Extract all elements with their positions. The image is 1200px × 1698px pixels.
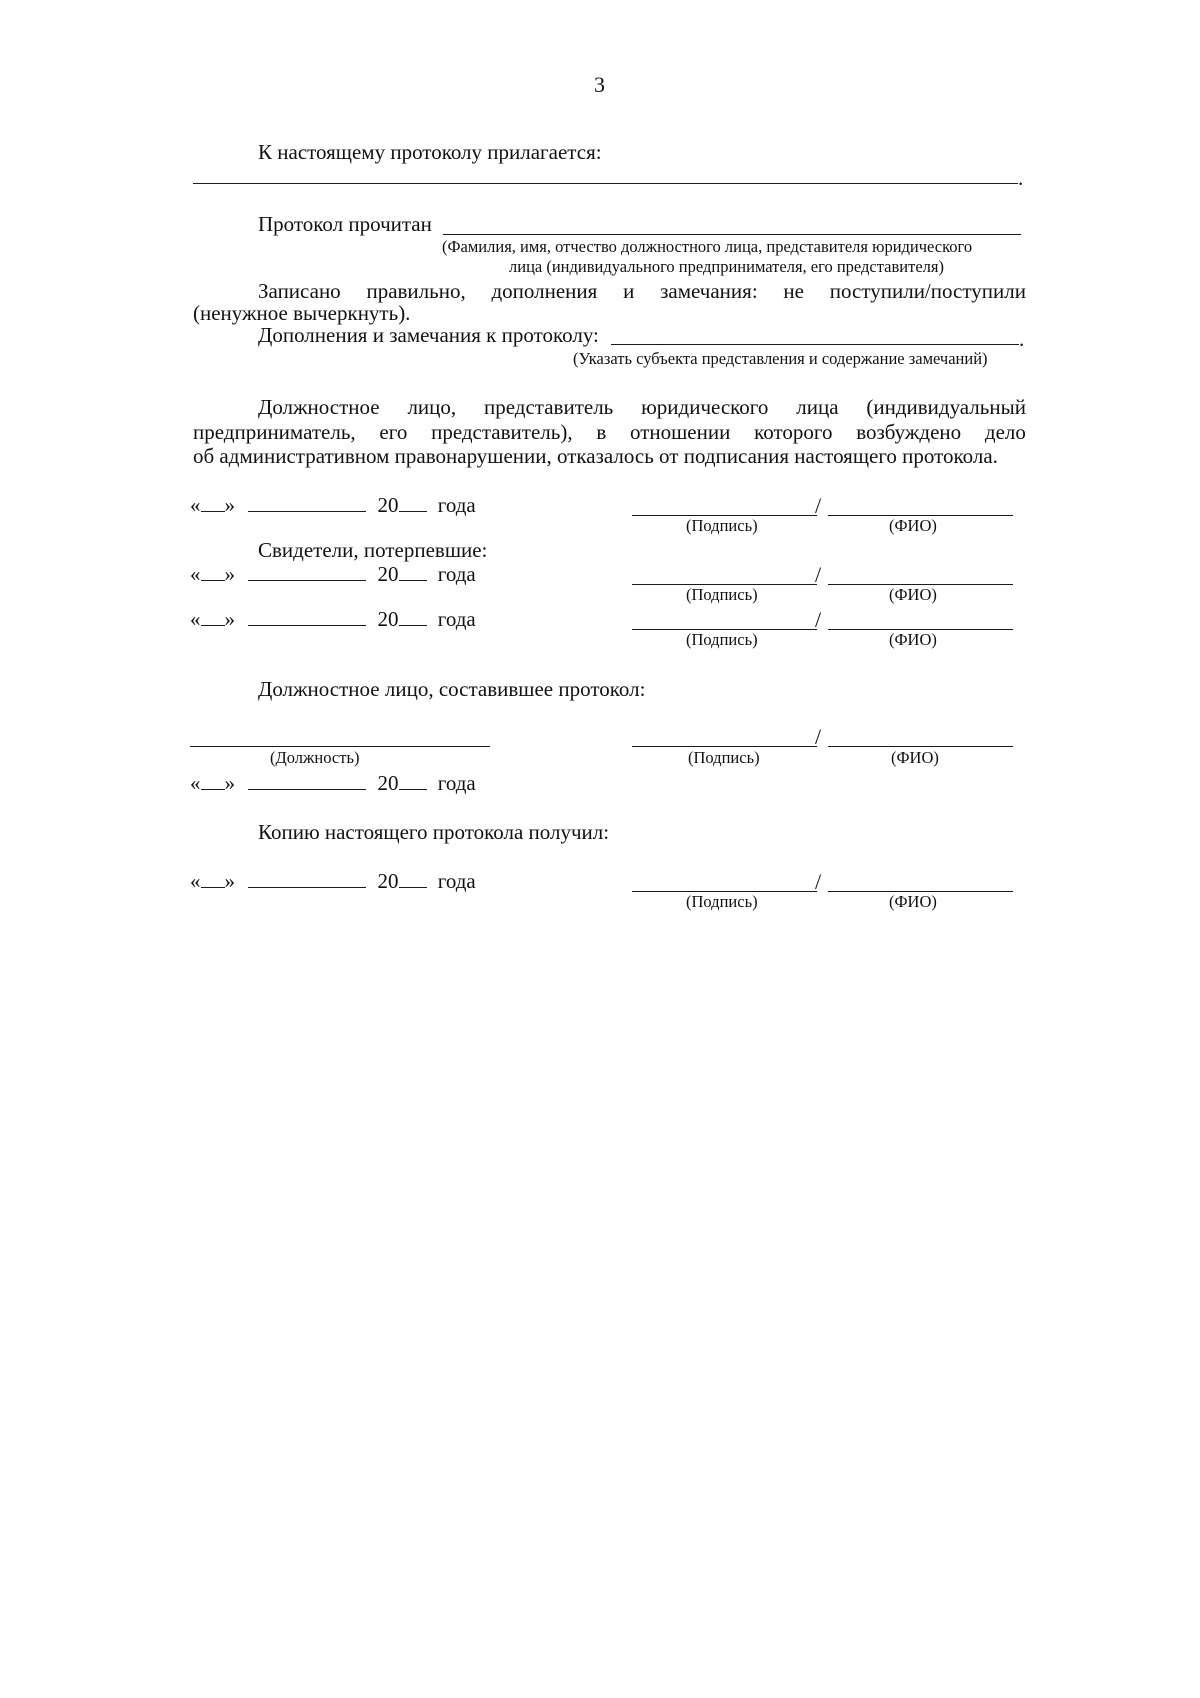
name-line <box>828 746 1013 747</box>
copy-received-label: Копию настоящего протокола получил: <box>258 820 610 844</box>
date-line-witness-2 <box>190 609 476 630</box>
recorded-word: и <box>623 279 635 303</box>
position-caption: (Должность) <box>270 748 360 767</box>
recorded-word: поступили/поступили <box>829 279 1026 303</box>
open-quote: « <box>190 869 201 893</box>
name-caption: (ФИО) <box>891 748 939 767</box>
day-blank <box>201 785 225 790</box>
recorded-word: не <box>783 279 804 303</box>
attachments-blank-line <box>193 183 1018 184</box>
month-blank <box>248 576 366 581</box>
position-line <box>190 746 490 747</box>
recorded-word: правильно, <box>366 279 466 303</box>
remarks-end-mark: . <box>1019 327 1025 351</box>
open-quote: « <box>190 607 201 631</box>
slash: / <box>815 869 822 894</box>
open-quote: « <box>190 493 201 517</box>
year-prefix: 20 <box>377 869 399 893</box>
signature-caption: (Подпись) <box>686 630 758 649</box>
refusal-word: которого <box>754 420 833 444</box>
recorded-word: замечания: <box>660 279 758 303</box>
year-word: года <box>437 607 476 631</box>
year-blank <box>399 883 427 888</box>
day-blank <box>201 883 225 888</box>
day-blank <box>201 576 225 581</box>
refusal-word: возбуждено <box>856 420 962 444</box>
protocol-read-blank-line <box>443 234 1021 235</box>
date-line-witness-1 <box>190 564 476 585</box>
close-quote: » <box>224 607 235 631</box>
month-blank <box>248 621 366 626</box>
refusal-word: (индивидуальный <box>866 395 1026 419</box>
close-quote: » <box>224 771 235 795</box>
close-quote: » <box>224 869 235 893</box>
signature-caption: (Подпись) <box>686 585 758 604</box>
month-blank <box>248 883 366 888</box>
remarks-caption: (Указать субъекта представления и содержание замечаний) <box>573 349 988 368</box>
attachments-end-mark: . <box>1018 166 1024 190</box>
protocol-read-label: Протокол прочитан <box>258 212 432 236</box>
year-blank <box>399 507 427 512</box>
month-blank <box>248 785 366 790</box>
refusal-word: Должностное <box>258 395 380 419</box>
name-caption: (ФИО) <box>889 585 937 604</box>
recorded-line-1 <box>258 281 1026 302</box>
name-caption: (ФИО) <box>889 516 937 535</box>
year-prefix: 20 <box>377 562 399 586</box>
year-word: года <box>437 562 476 586</box>
slash: / <box>815 493 822 518</box>
signature-caption: (Подпись) <box>686 516 758 535</box>
close-quote: » <box>224 493 235 517</box>
refusal-word: представитель), <box>431 420 573 444</box>
year-blank <box>399 576 427 581</box>
refusal-word: в <box>596 420 607 444</box>
protocol-read-caption-2: лица (индивидуального предпринимателя, его представителя) <box>509 257 944 276</box>
name-caption: (ФИО) <box>889 630 937 649</box>
date-line-official <box>190 773 476 794</box>
date-line-refusal <box>190 495 476 516</box>
slash: / <box>815 562 822 587</box>
refusal-word: его <box>379 420 408 444</box>
open-quote: « <box>190 771 201 795</box>
slash: / <box>815 607 822 632</box>
attachments-label: К настоящему протоколу прилагается: <box>258 140 602 164</box>
year-word: года <box>437 493 476 517</box>
year-blank <box>399 785 427 790</box>
year-prefix: 20 <box>377 493 399 517</box>
year-prefix: 20 <box>377 771 399 795</box>
refusal-line-2 <box>193 422 1026 443</box>
witnesses-label: Свидетели, потерпевшие: <box>258 538 488 562</box>
refusal-word: предприниматель, <box>193 420 356 444</box>
remarks-blank-line <box>611 344 1019 345</box>
year-word: года <box>437 771 476 795</box>
refusal-word: дело <box>984 420 1026 444</box>
signature-caption: (Подпись) <box>688 748 760 767</box>
official-label: Должностное лицо, составившее протокол: <box>258 677 646 701</box>
open-quote: « <box>190 562 201 586</box>
refusal-line-3: об административном правонарушении, отказалось от подписания настоящего протокола. <box>193 444 998 468</box>
year-word: года <box>437 869 476 893</box>
signature-line <box>632 746 817 747</box>
page-number: 3 <box>594 72 605 97</box>
refusal-word: представитель <box>484 395 614 419</box>
refusal-word: лицо, <box>407 395 457 419</box>
refusal-word: юридического <box>641 395 769 419</box>
remarks-label: Дополнения и замечания к протоколу: <box>258 323 599 347</box>
recorded-word: Записано <box>258 279 341 303</box>
signature-caption: (Подпись) <box>686 892 758 911</box>
recorded-line-2: (ненужное вычеркнуть). <box>193 301 411 325</box>
refusal-word: отношении <box>630 420 731 444</box>
name-caption: (ФИО) <box>889 892 937 911</box>
date-line-copy <box>190 871 476 892</box>
month-blank <box>248 507 366 512</box>
close-quote: » <box>224 562 235 586</box>
refusal-word: лица <box>796 395 839 419</box>
recorded-word: дополнения <box>491 279 598 303</box>
year-blank <box>399 621 427 626</box>
day-blank <box>201 621 225 626</box>
refusal-line-1 <box>258 397 1026 418</box>
protocol-read-caption-1: (Фамилия, имя, отчество должностного лица, представителя юридического <box>442 237 973 256</box>
year-prefix: 20 <box>377 607 399 631</box>
day-blank <box>201 507 225 512</box>
slash: / <box>815 724 822 749</box>
